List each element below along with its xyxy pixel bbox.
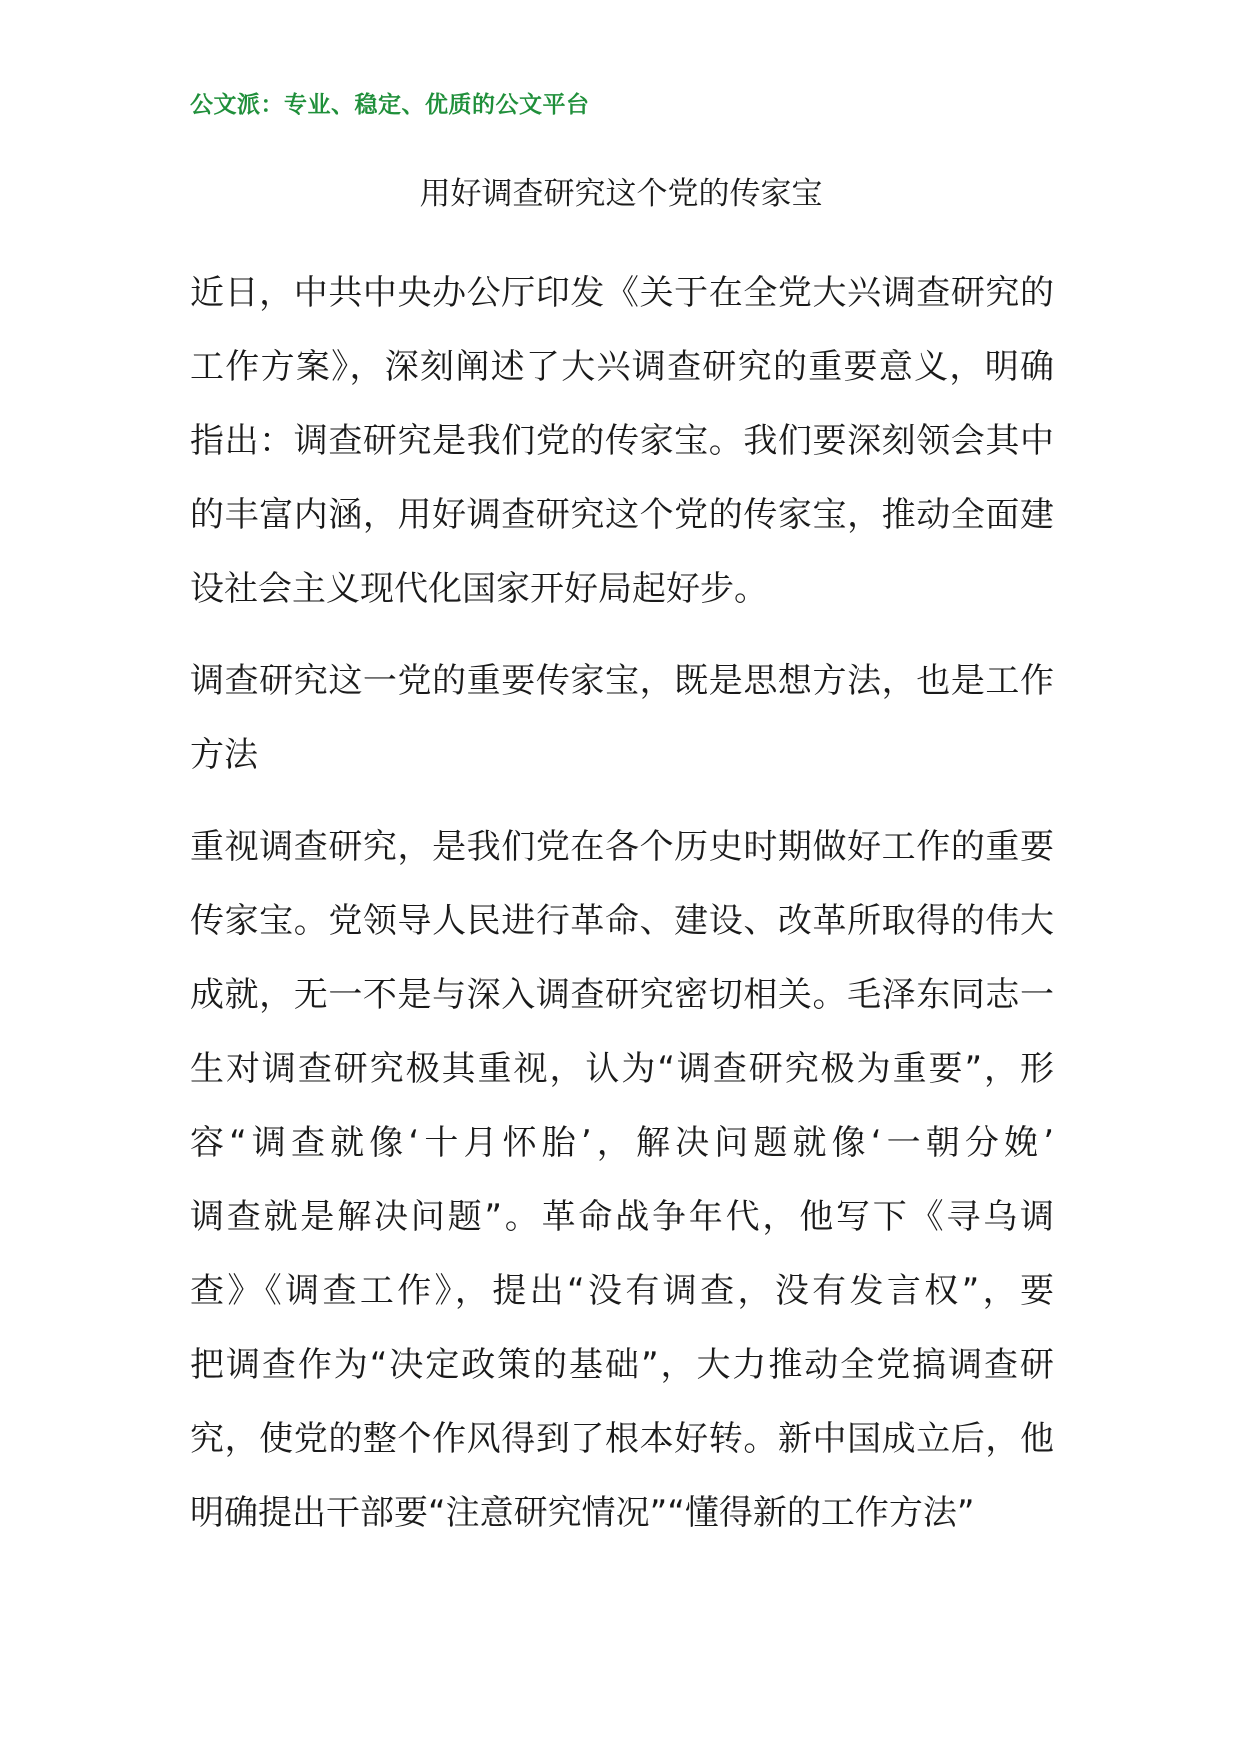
text-line: 调查研究这一党的重要传家宝，既是思想方法，也是工作 [190,661,1054,701]
page-title: 用好调查研究这个党的传家宝 [419,176,823,212]
text-line: 的丰富内涵，用好调查研究这个党的传家宝，推动全面建 [190,495,1054,535]
text-line: 把调查作为“决定政策的基础”，大力推动全党搞调查研 [190,1345,1054,1385]
text-line: 近日，中共中央办公厅印发《关于在全党大兴调查研究的 [190,273,1054,313]
text-line: 究，使党的整个作风得到了根本好转。新中国成立后，他 [190,1419,1054,1459]
text-line: 工作方案》，深刻阐述了大兴调查研究的重要意义，明确 [190,347,1054,387]
text-line: 明确提出干部要“注意研究情况”“懂得新的工作方法” [190,1493,975,1533]
text-line: 容“调查就像‘十月怀胎’，解决问题就像‘一朝分娩’ [190,1123,1054,1163]
text-line: 生对调查研究极其重视，认为“调查研究极为重要”，形 [190,1049,1054,1089]
document-body [190,256,1054,1568]
header-brand: 公文派：专业、稳定、优质的公文平台 [190,91,590,118]
section-heading [190,644,1054,792]
paragraph-body [190,810,1054,1550]
text-line: 调查就是解决问题”。革命战争年代，他写下《寻乌调 [190,1197,1054,1237]
text-line: 传家宝。党领导人民进行革命、建设、改革所取得的伟大 [190,901,1054,941]
text-line: 设社会主义现代化国家开好局起好步。 [190,569,768,609]
text-line: 查》《调查工作》，提出“没有调查，没有发言权”，要 [190,1271,1054,1311]
paragraph-intro [190,256,1054,626]
text-line: 重视调查研究，是我们党在各个历史时期做好工作的重要 [190,827,1054,867]
text-line: 成就，无一不是与深入调查研究密切相关。毛泽东同志一 [190,975,1054,1015]
text-line: 方法 [190,735,258,775]
text-line: 指出：调查研究是我们党的传家宝。我们要深刻领会其中 [190,421,1054,461]
